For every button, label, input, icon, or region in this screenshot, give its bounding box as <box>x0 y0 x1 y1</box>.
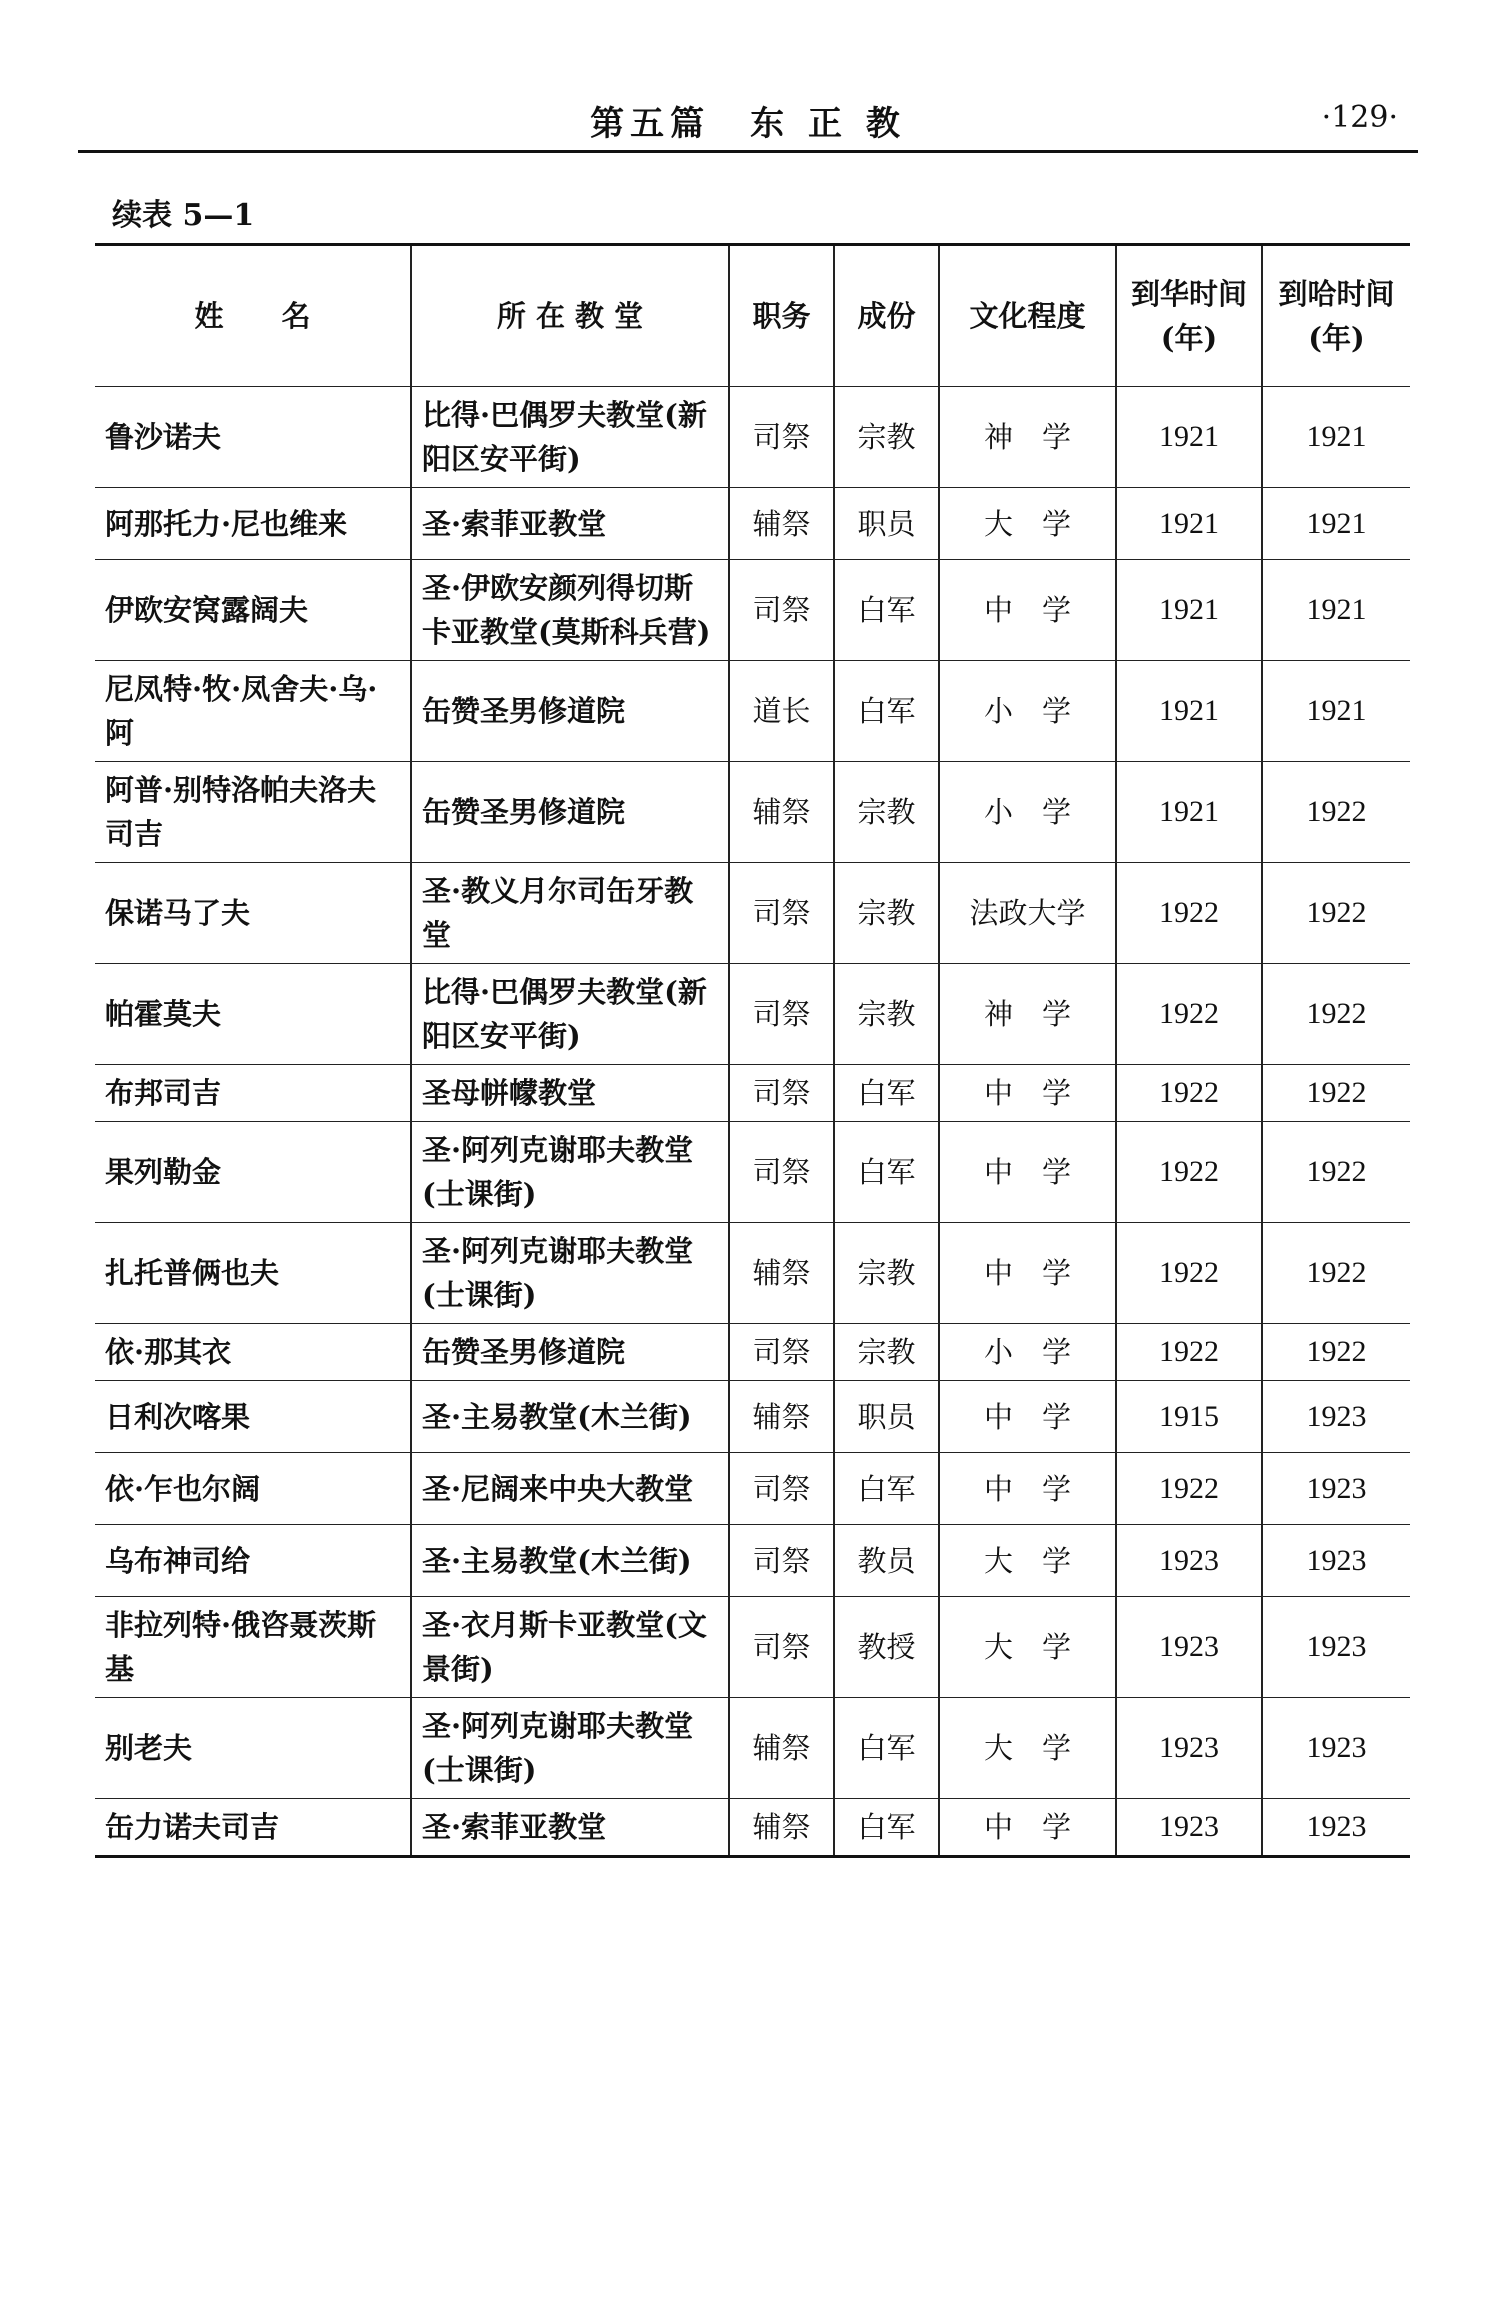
cell-arrive-china: 1921 <box>1116 387 1262 488</box>
cell-arrive-harbin: 1923 <box>1262 1525 1410 1597</box>
cell-position: 司祭 <box>729 1597 834 1698</box>
cell-name: 伊欧安窝露阔夫 <box>95 560 411 661</box>
table-row <box>95 1065 1410 1122</box>
cell-status: 宗教 <box>834 762 939 863</box>
column-header-position: 职务 <box>729 245 834 387</box>
cell-arrive-china: 1921 <box>1116 661 1262 762</box>
cell-position: 司祭 <box>729 387 834 488</box>
cell-education: 中 学 <box>939 560 1116 661</box>
clergy-table <box>95 243 1410 1858</box>
cell-name: 保诺马了夫 <box>95 863 411 964</box>
table-row <box>95 1223 1410 1324</box>
cell-church: 圣·阿列克谢耶夫教堂(士课街) <box>411 1223 729 1324</box>
cell-church: 圣·阿列克谢耶夫教堂(士课街) <box>411 1698 729 1799</box>
table-row <box>95 387 1410 488</box>
cell-name: 非拉列特·俄咨聂茨斯基 <box>95 1597 411 1698</box>
cell-arrive-china: 1921 <box>1116 488 1262 560</box>
cell-status: 教员 <box>834 1525 939 1597</box>
cell-church: 圣·主易教堂(木兰街) <box>411 1525 729 1597</box>
cell-name: 布邦司吉 <box>95 1065 411 1122</box>
cell-position: 司祭 <box>729 560 834 661</box>
cell-name: 日利次喀果 <box>95 1381 411 1453</box>
cell-education: 大 学 <box>939 1698 1116 1799</box>
cell-position: 司祭 <box>729 1122 834 1223</box>
cell-church: 圣·主易教堂(木兰街) <box>411 1381 729 1453</box>
cell-church: 圣·伊欧安颜列得切斯卡亚教堂(莫斯科兵营) <box>411 560 729 661</box>
cell-church: 比得·巴偶罗夫教堂(新阳区安平街) <box>411 964 729 1065</box>
cell-name: 缶力诺夫司吉 <box>95 1799 411 1857</box>
cell-position: 辅祭 <box>729 762 834 863</box>
cell-education: 中 学 <box>939 1065 1116 1122</box>
cell-name: 果列勒金 <box>95 1122 411 1223</box>
cell-status: 宗教 <box>834 1223 939 1324</box>
cell-church: 缶赞圣男修道院 <box>411 661 729 762</box>
arrive-china-unit: (年) <box>1160 321 1218 355</box>
table-row <box>95 560 1410 661</box>
cell-status: 宗教 <box>834 1324 939 1381</box>
cell-position: 司祭 <box>729 1065 834 1122</box>
cell-arrive-harbin: 1923 <box>1262 1698 1410 1799</box>
column-header-church: 所 在 教 堂 <box>411 245 729 387</box>
cell-status: 白军 <box>834 1799 939 1857</box>
cell-name: 依·乍也尔阔 <box>95 1453 411 1525</box>
cell-education: 大 学 <box>939 1597 1116 1698</box>
cell-position: 辅祭 <box>729 1698 834 1799</box>
table-row <box>95 1324 1410 1381</box>
cell-position: 司祭 <box>729 1324 834 1381</box>
cell-position: 司祭 <box>729 1453 834 1525</box>
table-row <box>95 1122 1410 1223</box>
cell-arrive-harbin: 1921 <box>1262 560 1410 661</box>
table-row <box>95 762 1410 863</box>
cell-arrive-china: 1923 <box>1116 1799 1262 1857</box>
cell-education: 小 学 <box>939 762 1116 863</box>
cell-education: 中 学 <box>939 1122 1116 1223</box>
cell-status: 白军 <box>834 1065 939 1122</box>
cell-arrive-china: 1922 <box>1116 964 1262 1065</box>
arrive-harbin-unit: (年) <box>1308 321 1365 355</box>
cell-name: 帕霍莫夫 <box>95 964 411 1065</box>
cell-name: 乌布神司给 <box>95 1525 411 1597</box>
cell-church: 缶赞圣男修道院 <box>411 762 729 863</box>
cell-status: 白军 <box>834 661 939 762</box>
table-row <box>95 1597 1410 1698</box>
page-number: ·129· <box>1321 100 1398 135</box>
cell-arrive-harbin: 1922 <box>1262 1065 1410 1122</box>
cell-name: 别老夫 <box>95 1698 411 1799</box>
cell-church: 圣·阿列克谢耶夫教堂(士课街) <box>411 1122 729 1223</box>
cell-name: 鲁沙诺夫 <box>95 387 411 488</box>
cell-church: 缶赞圣男修道院 <box>411 1324 729 1381</box>
table-row <box>95 661 1410 762</box>
cell-name: 阿那托力·尼也维来 <box>95 488 411 560</box>
arrive-china-label: 到华时间 <box>1130 277 1247 311</box>
cell-church: 比得·巴偶罗夫教堂(新阳区安平街) <box>411 387 729 488</box>
column-header-arrive-harbin <box>1262 245 1410 387</box>
cell-education: 中 学 <box>939 1453 1116 1525</box>
cell-arrive-china: 1921 <box>1116 560 1262 661</box>
cell-education: 神 学 <box>939 387 1116 488</box>
cell-education: 神 学 <box>939 964 1116 1065</box>
cell-arrive-china: 1922 <box>1116 1453 1262 1525</box>
cell-education: 小 学 <box>939 661 1116 762</box>
cell-position: 司祭 <box>729 1525 834 1597</box>
cell-status: 白军 <box>834 1453 939 1525</box>
cell-education: 中 学 <box>939 1223 1116 1324</box>
cell-name: 依·那其衣 <box>95 1324 411 1381</box>
table-row <box>95 1381 1410 1453</box>
table-row <box>95 1799 1410 1857</box>
cell-position: 辅祭 <box>729 488 834 560</box>
column-header-status: 成份 <box>834 245 939 387</box>
cell-position: 辅祭 <box>729 1799 834 1857</box>
cell-status: 宗教 <box>834 863 939 964</box>
cell-education: 中 学 <box>939 1381 1116 1453</box>
column-header-education: 文化程度 <box>939 245 1116 387</box>
cell-church: 圣·索菲亚教堂 <box>411 488 729 560</box>
arrive-harbin-label: 到哈时间 <box>1278 277 1395 311</box>
cell-status: 职员 <box>834 488 939 560</box>
cell-status: 白军 <box>834 560 939 661</box>
cell-education: 大 学 <box>939 488 1116 560</box>
cell-arrive-china: 1922 <box>1116 1324 1262 1381</box>
cell-education: 法政大学 <box>939 863 1116 964</box>
chapter-title: 第五篇 东 正 教 <box>590 104 906 144</box>
cell-arrive-harbin: 1922 <box>1262 863 1410 964</box>
table-row <box>95 1525 1410 1597</box>
cell-arrive-china: 1922 <box>1116 1223 1262 1324</box>
cell-arrive-china: 1923 <box>1116 1525 1262 1597</box>
table-header-row <box>95 245 1410 387</box>
cell-arrive-china: 1923 <box>1116 1597 1262 1698</box>
cell-position: 辅祭 <box>729 1223 834 1324</box>
cell-status: 宗教 <box>834 964 939 1065</box>
cell-arrive-harbin: 1923 <box>1262 1453 1410 1525</box>
cell-education: 小 学 <box>939 1324 1116 1381</box>
cell-arrive-harbin: 1923 <box>1262 1381 1410 1453</box>
cell-position: 司祭 <box>729 964 834 1065</box>
cell-arrive-china: 1922 <box>1116 1122 1262 1223</box>
cell-arrive-harbin: 1923 <box>1262 1597 1410 1698</box>
table-row <box>95 1453 1410 1525</box>
cell-church: 圣·索菲亚教堂 <box>411 1799 729 1857</box>
cell-education: 大 学 <box>939 1525 1116 1597</box>
table-row <box>95 964 1410 1065</box>
cell-arrive-harbin: 1922 <box>1262 1122 1410 1223</box>
cell-arrive-china: 1922 <box>1116 863 1262 964</box>
table-body <box>95 387 1410 1857</box>
cell-position: 道长 <box>729 661 834 762</box>
column-header-arrive-china <box>1116 245 1262 387</box>
cell-status: 教授 <box>834 1597 939 1698</box>
cell-church: 圣·衣月斯卡亚教堂(文景街) <box>411 1597 729 1698</box>
cell-arrive-china: 1915 <box>1116 1381 1262 1453</box>
cell-arrive-harbin: 1922 <box>1262 1223 1410 1324</box>
cell-arrive-harbin: 1922 <box>1262 964 1410 1065</box>
cell-church: 圣母帡幪教堂 <box>411 1065 729 1122</box>
cell-name: 扎托普俩也夫 <box>95 1223 411 1324</box>
cell-status: 白军 <box>834 1122 939 1223</box>
cell-arrive-harbin: 1921 <box>1262 488 1410 560</box>
cell-status: 宗教 <box>834 387 939 488</box>
cell-arrive-harbin: 1921 <box>1262 387 1410 488</box>
cell-name: 阿普·别特洛帕夫洛夫司吉 <box>95 762 411 863</box>
cell-status: 白军 <box>834 1698 939 1799</box>
table-row <box>95 1698 1410 1799</box>
cell-arrive-harbin: 1921 <box>1262 661 1410 762</box>
cell-education: 中 学 <box>939 1799 1116 1857</box>
cell-position: 司祭 <box>729 863 834 964</box>
column-header-name: 姓 名 <box>95 245 411 387</box>
table-row <box>95 863 1410 964</box>
cell-church: 圣·尼阔来中央大教堂 <box>411 1453 729 1525</box>
cell-arrive-china: 1922 <box>1116 1065 1262 1122</box>
cell-church: 圣·教义月尔司缶牙教堂 <box>411 863 729 964</box>
cell-arrive-china: 1921 <box>1116 762 1262 863</box>
cell-arrive-china: 1923 <box>1116 1698 1262 1799</box>
cell-name: 尼凤特·牧·凤舍夫·乌·阿 <box>95 661 411 762</box>
cell-arrive-harbin: 1922 <box>1262 762 1410 863</box>
cell-arrive-harbin: 1923 <box>1262 1799 1410 1857</box>
cell-position: 辅祭 <box>729 1381 834 1453</box>
cell-arrive-harbin: 1922 <box>1262 1324 1410 1381</box>
page-header <box>78 90 1418 153</box>
table-caption: 续表 5—1 <box>112 198 255 233</box>
table-row <box>95 488 1410 560</box>
cell-status: 职员 <box>834 1381 939 1453</box>
